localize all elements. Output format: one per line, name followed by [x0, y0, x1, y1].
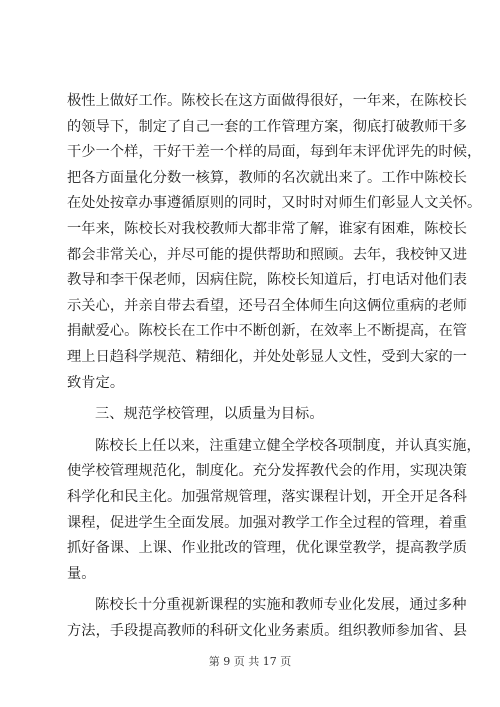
text-line: 教导和李干保老师，因病住院，陈校长知道后，打电话对他们表 — [67, 272, 468, 289]
text-line: 陈校长上任以来，注重建立健全学校各项制度，并认真实施， — [95, 437, 481, 454]
text-line: 示关心，并亲自带去看望，还号召全体师生向这俩位重病的老师 — [67, 297, 468, 314]
document-body — [67, 89, 482, 644]
text-line: 陈校长十分重视新课程的实施和教师专业化发展，通过多种 — [95, 597, 467, 614]
text-line: 课程，促进学生全面发展。加强对教学工作全过程的管理，着重 — [67, 514, 468, 531]
text-line: 致肯定。 — [67, 374, 125, 391]
text-line: 都会非常关心，并尽可能的提供帮助和照顾。去年，我校钟又进 — [67, 246, 468, 263]
text-line: 把各方面量化分数一核算，教师的名次就出来了。工作中陈校长 — [67, 169, 468, 186]
text-line: 量。 — [67, 565, 96, 582]
text-line: 方法，手段提高教师的科研文化业务素质。组织教师参加省、县 — [67, 622, 468, 639]
text-line: 理上日趋科学规范、精细化，并处处彰显人文性，受到大家的一 — [67, 348, 468, 365]
page-number-footer: 第 9 页 共 17 页 — [208, 655, 292, 668]
text-line: 捐献爱心。陈校长在工作中不断创新，在效率上不断提高，在管 — [67, 323, 468, 340]
text-line: 科学化和民主化。加强常规管理，落实课程计划，开全开足各科 — [67, 488, 468, 505]
text-line: 的领导下，制定了自己一套的工作管理方案，彻底打破教师干多 — [67, 118, 468, 135]
text-line: 使学校管理规范化，制度化。充分发挥教代会的作用，实现决策 — [67, 463, 468, 480]
text-line: 抓好备课、上课、作业批改的管理，优化课堂教学，提高教学质 — [67, 540, 468, 557]
text-line: 在处处按章办事遵循原则的同时，又时时对师生们彰显人文关怀。 — [67, 195, 482, 212]
text-line: 一年来，陈校长对我校教师大都非常了解，谁家有困难，陈校长 — [67, 220, 468, 237]
section-heading: 三、规范学校管理，以质量为目标。 — [95, 406, 324, 423]
text-line: 极性上做好工作。陈校长在这方面做得很好，一年来，在陈校长 — [67, 93, 468, 109]
text-line: 干少一个样，干好干差一个样的局面，每到年末评优评先的时候， — [67, 144, 482, 161]
